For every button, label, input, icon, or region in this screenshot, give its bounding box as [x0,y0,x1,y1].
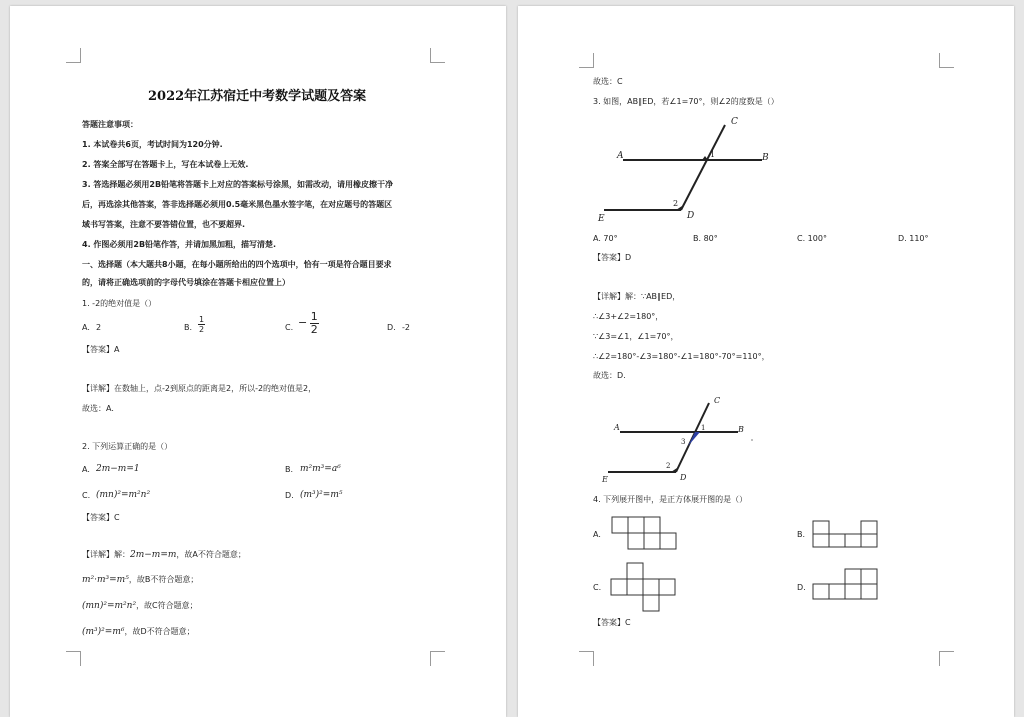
net-square [627,563,643,579]
right-page [518,6,1014,717]
dot-mark [751,439,752,440]
answer-line: 【答案】A [82,345,120,354]
net-square [861,584,877,599]
angle-1-label: 1 [701,424,706,432]
crop-mark [430,48,445,63]
option-label: C. [285,323,294,332]
option-d: -2 [402,323,410,332]
angle-2-label: 2 [666,462,671,470]
net-square [861,521,877,534]
net-square [644,533,660,549]
label-d: D [687,211,695,221]
net-square [845,569,861,584]
net-square [659,579,675,595]
option-b: m²m³=a⁶ [300,464,341,474]
net-square [861,569,877,584]
option-a: A. 70° [593,234,618,243]
option-d-label: D. [797,583,806,592]
net-square [845,534,861,547]
cube-net-c [610,562,676,612]
angle-3-mark [688,432,700,446]
notice-line: 4. 作图必须用2B铅笔作答，并请加黑加粗，描写清楚. [82,240,277,249]
detail-line: (m³)²=m⁶，故D不符合题意； [82,627,195,637]
net-square [829,584,845,599]
angle-1-label: 1 [710,150,716,159]
cube-net-b [812,520,878,550]
option-d: D. 110° [898,234,929,243]
answer-line: 【答案】D [593,253,632,262]
option-c: C. 100° [797,234,827,243]
label-a: A [617,151,624,161]
conclusion-line: 故选：C [593,77,623,86]
angle-2-mark [671,468,677,472]
fraction: $\frac{1}{2}$ [310,310,318,336]
notice-line: 域书写答案，注意不要答错位置，也不要超界. [82,220,246,229]
crop-mark [579,53,594,68]
label-e: E [602,475,608,484]
detail-line: m²·m³=m⁵，故B不符合题意； [82,575,199,585]
question-stem: 2. 下列运算正确的是（） [82,442,173,451]
question-stem: 3. 如图，AB∥ED，若∠1=70°，则∠2的度数是（） [593,97,779,106]
label-d: D [680,473,687,482]
option-label: B. [184,323,193,332]
net-square [845,584,861,599]
net-square [644,517,660,533]
crop-mark [939,651,954,666]
conclusion-line: 故选：D. [593,371,626,380]
document-title: 2022年江苏宿迁中考数学试题及答案 [148,89,367,104]
left-page [10,6,506,717]
label-b: B [762,153,769,163]
conclusion-line: 故选：A. [82,404,114,413]
option-c: − $\frac{1}{2}$ [298,310,318,336]
option-label: B. [285,465,294,474]
detail-line: ∴∠2=180°-∠3=180°-∠1=180°-70°=110°， [593,352,770,361]
net-square [813,534,829,547]
geometry-figure-2 [596,390,776,486]
answer-line: 【答案】C [82,513,120,522]
option-label: A. [82,323,90,332]
net-square [612,517,628,533]
option-label: D. [387,323,396,332]
net-square [813,521,829,534]
label-a: A [614,423,620,432]
crop-mark [939,53,954,68]
angle-3-label: 3 [681,438,686,446]
label-b: B [738,425,744,434]
net-square [643,595,659,611]
crop-mark [66,651,81,666]
net-square [861,534,877,547]
detail-line: ∴∠3+∠2=180°， [593,312,664,321]
option-c-label: C. [593,583,602,592]
detail-line: 【详解】解：2m−m=m，故A不符合题意； [82,550,246,560]
section-heading: 的，请将正确选项前的字母代号填涂在答题卡相应位置上） [82,278,290,287]
question-stem: 4. 下列展开图中，是正方体展开图的是（） [593,495,748,504]
option-a: 2m−m=1 [96,464,140,474]
transversal-line [681,125,725,210]
detail-line: 【详解】在数轴上，点-2到原点的距离是2，所以-2的绝对值是2， [82,384,317,393]
detail-line: ∵∠3=∠1，∠1=70°， [593,332,679,341]
option-a: 2 [96,323,102,332]
option-b [198,315,205,334]
crop-mark [430,651,445,666]
question-stem: 1. -2的绝对值是（） [82,299,157,308]
detail-line: (mn)²=m²n²，故C符合题意； [82,601,198,611]
answer-line: 【答案】C [593,618,631,627]
net-square [829,534,845,547]
net-square [643,579,659,595]
option-b: B. 80° [693,234,718,243]
angle-2-label: 2 [673,199,679,208]
option-d: (m³)²=m⁵ [300,490,343,500]
option-label: D. [285,491,294,500]
option-a-label: A. [593,530,601,539]
net-square [627,579,643,595]
option-label: A. [82,465,90,474]
cube-net-a [611,516,677,552]
net-square [660,533,676,549]
net-square [813,584,829,599]
label-c: C [714,396,721,405]
net-square [611,579,627,595]
notice-heading: 答题注意事项： [82,120,138,129]
crop-mark [579,651,594,666]
section-heading: 一、选择题（本大题共8小题，在每小题所给出的四个选项中，恰有一项是符合题目要求 [82,260,392,269]
net-square [628,517,644,533]
crop-mark [66,48,81,63]
option-b-label: B. [797,530,806,539]
label-c: C [731,117,738,127]
net-square [628,533,644,549]
option-c: (mn)²=m²n² [96,490,151,500]
fraction: $\frac{1}{2}$ [199,315,205,334]
label-e: E [598,214,605,224]
detail-line: 【详解】解：∵AB∥ED， [593,292,681,301]
notice-line: 后，再选涂其他答案，答非选择题必须用0.5毫米黑色墨水签字笔，在对应题号的答题区 [82,200,393,209]
notice-line: 1. 本试卷共6页，考试时间为120分钟. [82,140,223,149]
notice-line: 2. 答案全部写在答题卡上，写在本试卷上无效. [82,160,249,169]
notice-line: 3. 答选择题必须用2B铅笔将答题卡上对应的答案标号涂黑，如需改动，请用橡皮擦干净 [82,180,394,189]
geometry-figure-1 [590,110,790,230]
option-label: C. [82,491,91,500]
cube-net-d [812,568,878,602]
